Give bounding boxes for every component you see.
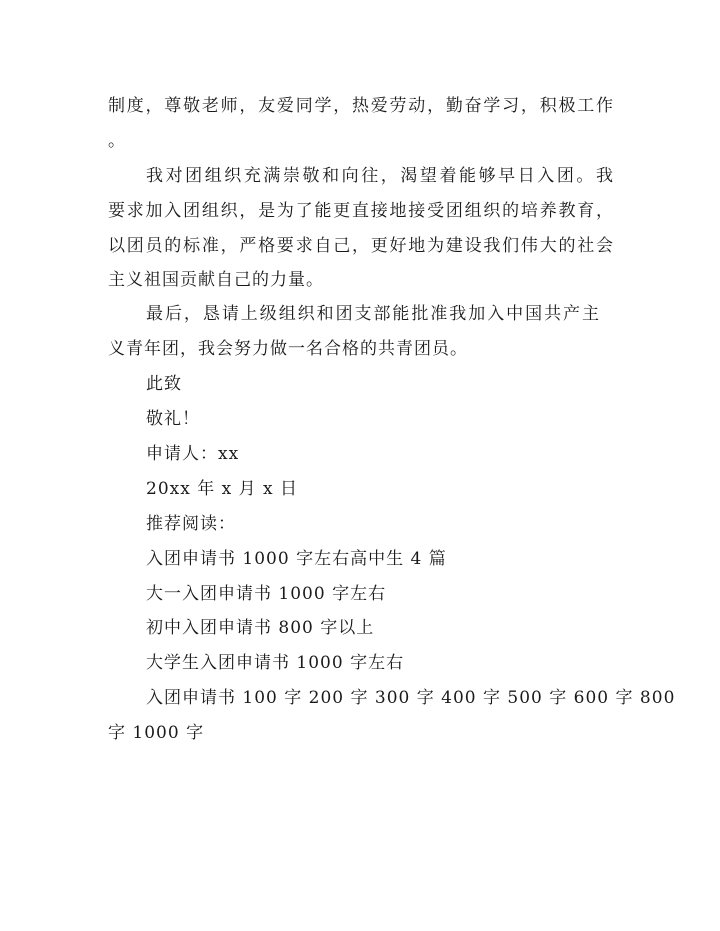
recommended-heading: 推荐阅读：	[146, 514, 236, 534]
closing-line: 敬礼！	[146, 409, 200, 429]
paragraph-line: 要求加入团组织，是为了能更直接地接受团组织的培养教育，	[108, 201, 614, 221]
recommended-item: 初中入团申请书 800 字以上	[146, 618, 375, 638]
recommended-item-continued: 字 1000 字	[108, 723, 205, 743]
applicant-line: 申请人：xx	[146, 444, 240, 464]
paragraph-line: 我对团组织充满崇敬和向往，渴望着能够早日入团。我	[146, 166, 614, 186]
paragraph-line: 主义祖国贡献自己的力量。	[108, 270, 324, 290]
paragraph-line: 以团员的标准，严格要求自己，更好地为建设我们伟大的社会	[108, 236, 614, 256]
date-line: 20xx 年 x 月 x 日	[146, 479, 299, 499]
paragraph-line: 。	[108, 131, 126, 151]
recommended-item: 大学生入团申请书 1000 字左右	[146, 653, 405, 673]
paragraph-line: 义青年团，我会努力做一名合格的共青团员。	[108, 339, 468, 359]
closing-line: 此致	[146, 374, 182, 394]
paragraph-line: 最后，恳请上级组织和团支部能批准我加入中国共产主	[146, 304, 600, 324]
recommended-item: 大一入团申请书 1000 字左右	[146, 584, 387, 604]
recommended-item: 入团申请书 100 字 200 字 300 字 400 字 500 字 600 字 800	[146, 688, 676, 708]
paragraph-line: 制度，尊敬老师，友爱同学，热爱劳动，勤奋学习，积极工作	[108, 96, 614, 116]
recommended-item: 入团申请书 1000 字左右高中生 4 篇	[146, 549, 447, 569]
